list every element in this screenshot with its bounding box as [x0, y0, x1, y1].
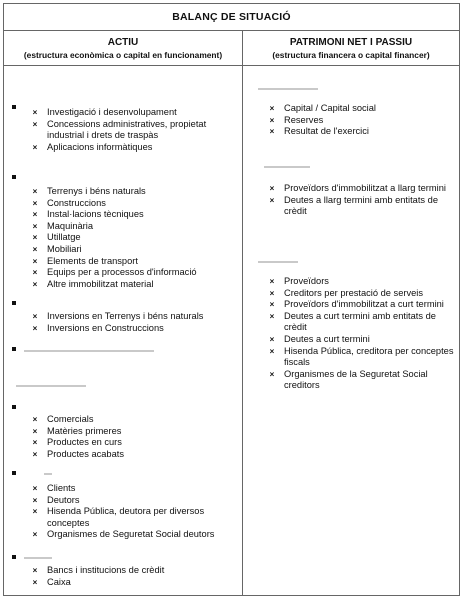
actiu-group-1 [28, 107, 238, 153]
list-item [265, 183, 457, 195]
list-item-text: Hisenda Pública, deutora per diversos conceptes [47, 506, 205, 528]
list-item [28, 437, 238, 449]
list-item [28, 279, 238, 291]
x-bullet-icon: × [32, 426, 38, 436]
x-bullet-icon: × [269, 195, 275, 205]
list-item [265, 369, 457, 392]
list-item-text: Caixa [47, 576, 71, 587]
x-bullet-icon: × [32, 438, 38, 448]
x-bullet-icon: × [269, 369, 275, 379]
list-item [265, 103, 457, 115]
list-item [28, 311, 238, 323]
list-item [28, 483, 238, 495]
faint-heading-trace [24, 557, 52, 559]
list-item [265, 346, 457, 369]
list-item-text: Altre immobilitzat material [47, 278, 154, 289]
actiu-group-5 [28, 483, 238, 541]
list-item [28, 221, 238, 233]
faint-heading-trace [258, 261, 298, 263]
list-item [28, 529, 238, 541]
list-item [28, 323, 238, 335]
list-item [28, 414, 238, 426]
list-item-text: Productes acabats [47, 448, 125, 459]
x-bullet-icon: × [32, 142, 38, 152]
list-item [265, 276, 457, 288]
passiu-group-3 [265, 276, 457, 392]
list-item [265, 334, 457, 346]
actiu-heading: ACTIU [107, 37, 139, 48]
x-bullet-icon: × [32, 256, 38, 266]
list-item-text: Creditors per prestació de serveis [284, 287, 423, 298]
list-item [28, 565, 238, 577]
actiu-group-3 [28, 311, 238, 334]
x-bullet-icon: × [32, 279, 38, 289]
list-item [28, 495, 238, 507]
list-item-text: Maquinària [47, 220, 93, 231]
x-bullet-icon: × [32, 210, 38, 220]
group-marker-square [12, 555, 16, 559]
list-item [28, 506, 238, 529]
x-bullet-icon: × [32, 198, 38, 208]
list-item-text: Matèries primeres [47, 425, 122, 436]
list-item-text: Deutors [47, 494, 80, 505]
passiu-header [243, 36, 459, 61]
list-item [28, 198, 238, 210]
list-item [28, 209, 238, 221]
x-bullet-icon: × [32, 221, 38, 231]
list-item [28, 232, 238, 244]
faint-heading-trace [258, 88, 318, 90]
list-item [28, 186, 238, 198]
list-item [265, 115, 457, 127]
x-bullet-icon: × [269, 300, 275, 310]
list-item [28, 244, 238, 256]
list-item-text: Organismes de Seguretat Social deutors [47, 529, 215, 540]
x-bullet-icon: × [32, 495, 38, 505]
actiu-subheading: (estructura econòmica o capital en funcionament) [23, 50, 223, 60]
list-item-text: Terrenys i béns naturals [47, 186, 146, 196]
list-item-text: Productes en curs [47, 437, 122, 448]
x-bullet-icon: × [32, 244, 38, 254]
list-item [265, 288, 457, 300]
list-item-text: Capital / Capital social [284, 103, 376, 113]
x-bullet-icon: × [32, 566, 38, 575]
list-item-text: Mobiliari [47, 243, 82, 254]
list-item [265, 311, 457, 334]
passiu-group-1 [265, 103, 457, 138]
list-item [28, 142, 238, 154]
x-bullet-icon: × [32, 415, 38, 424]
x-bullet-icon: × [32, 233, 38, 243]
x-bullet-icon: × [269, 184, 275, 193]
group-marker-square [12, 301, 16, 305]
faint-heading-trace [16, 385, 86, 387]
x-bullet-icon: × [269, 311, 275, 321]
list-item [28, 449, 238, 461]
faint-heading-trace [24, 350, 154, 352]
x-bullet-icon: × [269, 288, 275, 298]
list-item-text: Reserves [284, 114, 324, 125]
actiu-group-2 [28, 186, 238, 290]
x-bullet-icon: × [32, 187, 38, 196]
list-item [28, 119, 238, 142]
header-divider [4, 65, 459, 66]
list-item [265, 126, 457, 138]
x-bullet-icon: × [32, 108, 38, 117]
list-item [265, 195, 457, 218]
list-item-text: Bancs i institucions de crèdit [47, 565, 165, 575]
passiu-group-2 [265, 183, 457, 218]
list-item-text: Equips per a processos d'informació [47, 267, 197, 278]
list-item-text: Proveïdors d'immobilitzat a llarg termini [284, 183, 446, 193]
list-item-text: Comercials [47, 414, 94, 424]
balance-sheet-table [3, 3, 460, 596]
x-bullet-icon: × [269, 277, 275, 286]
list-item [28, 256, 238, 268]
list-item-text: Aplicacions informàtiques [47, 141, 153, 152]
x-bullet-icon: × [32, 484, 38, 493]
x-bullet-icon: × [32, 449, 38, 459]
list-item-text: Deutes a llarg termini amb entitats de crèdit [284, 194, 438, 217]
group-marker-square [12, 347, 16, 351]
faint-heading-trace [44, 473, 52, 475]
passiu-heading: PATRIMONI NET I PASSIU [289, 37, 413, 48]
list-item-text: Resultat de l'exercici [284, 126, 369, 137]
list-item-text: Deutes a curt termini amb entitats de crèdit [284, 310, 436, 333]
x-bullet-icon: × [269, 334, 275, 344]
list-item-text: Construccions [47, 197, 106, 208]
list-item-text: Clients [47, 483, 76, 493]
x-bullet-icon: × [269, 346, 275, 356]
table-title: BALANÇ DE SITUACIÓ [4, 4, 459, 31]
list-item-text: Organismes de la Seguretat Social creditors [284, 368, 428, 391]
list-item-text: Hisenda Pública, creditora per conceptes fiscals [284, 345, 454, 368]
x-bullet-icon: × [269, 127, 275, 137]
x-bullet-icon: × [269, 104, 275, 113]
list-item-text: Utillatge [47, 232, 81, 243]
list-item-text: Inversions en Construccions [47, 322, 164, 333]
x-bullet-icon: × [269, 115, 275, 125]
x-bullet-icon: × [32, 507, 38, 517]
list-item-text: Concessions administratives, propietat industrial i drets de traspàs [47, 118, 207, 141]
faint-heading-trace [264, 166, 310, 168]
group-marker-square [12, 405, 16, 409]
passiu-subheading: (estructura financera o capital financer) [272, 50, 430, 60]
x-bullet-icon: × [32, 312, 38, 321]
actiu-group-4 [28, 414, 238, 460]
list-item [265, 299, 457, 311]
list-item-text: Deutes a curt termini [284, 333, 370, 344]
x-bullet-icon: × [32, 119, 38, 129]
list-item-text: Elements de transport [47, 255, 138, 266]
column-divider [242, 31, 243, 595]
x-bullet-icon: × [32, 577, 38, 587]
list-item-text: Proveïdors d'immobilitzat a curt termini [284, 299, 444, 310]
actiu-group-6 [28, 565, 238, 588]
list-item-text: Inversions en Terrenys i béns naturals [47, 311, 204, 321]
list-item [28, 426, 238, 438]
group-marker-square [12, 105, 16, 109]
x-bullet-icon: × [32, 323, 38, 333]
actiu-header [4, 36, 242, 61]
list-item-text: Instal·lacions tècniques [47, 209, 144, 220]
list-item-text: Investigació i desenvolupament [47, 107, 177, 117]
list-item [28, 267, 238, 279]
group-marker-square [12, 471, 16, 475]
x-bullet-icon: × [32, 530, 38, 540]
x-bullet-icon: × [32, 268, 38, 278]
list-item-text: Proveïdors [284, 276, 329, 286]
list-item [28, 577, 238, 589]
list-item [28, 107, 238, 119]
group-marker-square [12, 175, 16, 179]
